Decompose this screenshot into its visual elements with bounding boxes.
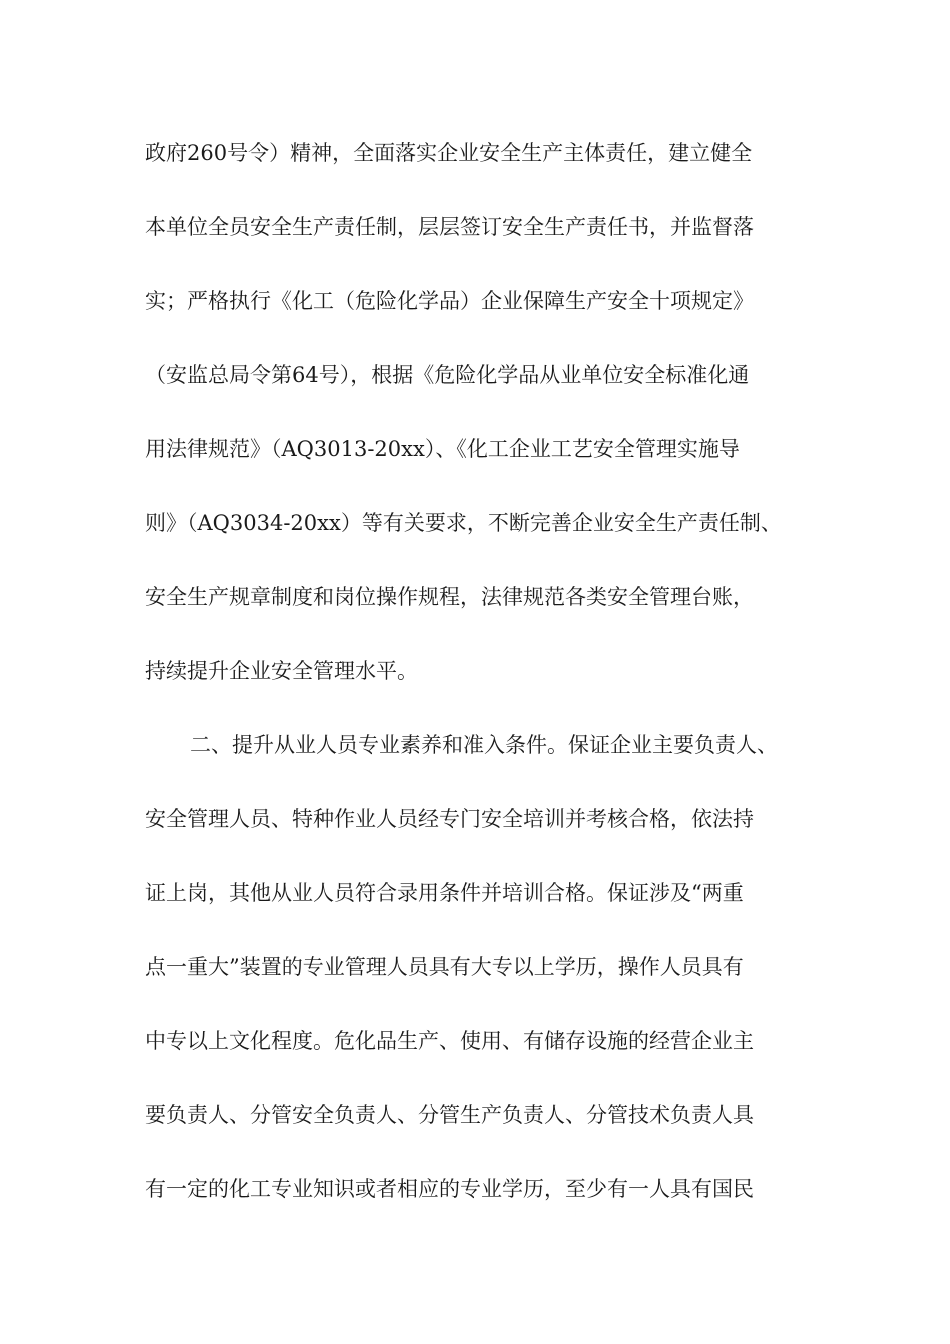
- text-line: （安监总局令第64号），根据《危险化学品从业单位安全标准化通: [145, 363, 750, 387]
- text-line: 政府260号令）精神，全面落实企业安全生产主体责任，建立健全: [145, 141, 753, 165]
- text-line: 实；严格执行《化工（危险化学品）企业保障生产安全十项规定》: [145, 289, 754, 313]
- text-line: 要负责人、分管安全负责人、分管生产负责人、分管技术负责人具: [145, 1103, 754, 1127]
- text-line: 点一重大”装置的专业管理人员具有大专以上学历，操作人员具有: [145, 955, 744, 979]
- text-line: 安全管理人员、特种作业人员经专门安全培训并考核合格，依法持: [145, 807, 754, 831]
- text-line: 有一定的化工专业知识或者相应的专业学历，至少有一人具有国民: [145, 1177, 754, 1201]
- text-line: 证上岗，其他从业人员符合录用条件并培训合格。保证涉及“两重: [145, 881, 744, 905]
- text-line: 持续提升企业安全管理水平。: [145, 659, 418, 683]
- text-line: 本单位全员安全生产责任制，层层签订安全生产责任书，并监督落: [145, 215, 754, 239]
- text-line: 用法律规范》（AQ3013-20xx）、《化工企业工艺安全管理实施导: [145, 437, 740, 461]
- text-line: 中专以上文化程度。危化品生产、使用、有储存设施的经营企业主: [145, 1029, 754, 1053]
- text-line: 则》（AQ3034-20xx）等有关要求，不断完善企业安全生产责任制、: [145, 511, 782, 535]
- paragraph-first-line: 二、提升从业人员专业素养和准入条件。保证企业主要负责人、: [190, 733, 778, 757]
- text-line: 安全生产规章制度和岗位操作规程，法律规范各类安全管理台账，: [145, 585, 754, 609]
